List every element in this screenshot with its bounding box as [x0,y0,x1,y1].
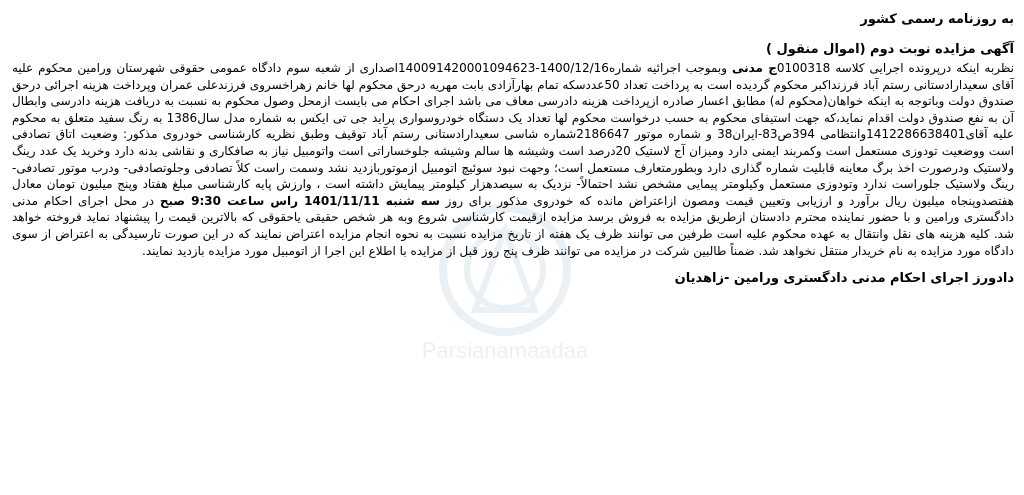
auction-date-bold: سه شنبه 1401/11/11 راس ساعت 9:30 صبح [159,193,440,208]
newspaper-line: به روزنامه رسمی کشور [860,12,1014,27]
svg-text:Parsianamaadaa: Parsianamaadaa [421,338,589,363]
body-part-3: در محل اجرای احکام مدنی دادگستری ورامین و با حضور نماینده محترم دادستان ازطریق مزایده به فروش برسد مزایده ازقیمت کارشناسی شروع وبه هر شخص حقیقی یاحقوقی که بالاترین قیمت را پیشنهاد نماید فروخته خواهد شد. کلیه هزینه های نقل وانتقال به عهده محکوم علیه است طرفین می توانند ظرف یک هفته از تاریخ مزایده نسبت به نحوه انجام مزایده اعتراض نمایند که در این صورت تارسیدگی به اعتراض از سوی دادگاه مورد مزایده به نام خریدار منتقل نخواهد شد. ضمناً طالبین شرکت در مزایده می توانند ظرف پنج روز قبل از مزایده با اطلاع این اجرا از اتومبیل مورد مزایده بازدید نمایند. [12,193,1014,258]
notice-body [12,60,1014,259]
ad-subtitle: (اموال منقول ) [766,42,866,57]
ad-title-line [12,40,1014,60]
case-type-bold: ج مدنی [731,61,777,75]
body-part-1: نظربه اینکه درپرونده اجرایی کلاسه 0100318 [776,61,1014,75]
ad-title: آگهی مزایده نوبت دوم [870,42,1014,57]
body-part-2: وبموجب اجرائیه شماره1400/12/16-140091420001094623اصداری از شعبه سوم دادگاه عمومی حقوقی شهرستان ورامین محکوم علیه آقای سعیدارادستانی رستم آباد فرزنداکبر محکوم گردیده است به پرداخت تعداد 50عددسکه تمام بهارآزادی بابت مهریه درحق محکوم لها خانم زهراخسروی فرزندعلی عمران وپرداخت هزینه اجرائی درحق صندوق دولت وباتوجه به اینکه خواهان(محکوم له) مطابق اعسار صادره ازپرداخت هزینه دادرسی معاف می باشد اجرای احکام می بایست ازمحل وصول محکوم به نسبت به دریافت هزینه دادرسی وابطال آن به نفع صندوق دولت اقدام نماید،که جهت استیفای محکوم به حسب درخواست محکوم لها تعداد یک دستگاه خودروسواری پراید جی تی ایکس به شماره مدل سال1386 به رنگ سفید متعلق به محکوم علیه آقای1412286638401وانتظامی 394ص83-ایران38 و شماره موتور 2186647شماره شاسی سعیدارادستانی رستم آباد توقیف وطبق نظریه کارشناسی خودروی مذکور: وضعیت اتاق تصادفی است ووضعیت تودوزی مستعمل است وکمربند ایمنی دارد ومیزان آج لاستیک 20درصد است وشیشه ها سالم وشیشه جلوخساراتی است واتومبیل نیاز به صافکاری و نقاشی بدنه دارد وخرید یک عدد رینگ ولاستیک ودرصورت اخذ برگ معاینه قابلیت شماره گذاری دارد وبطورمتعارف مستعمل است؛ وجهت نبود سوئیچ اتومبیل ازموتوربازدید نشد وسمت راست کلاً تصادفی وجلوتصادفی- ودرب موتور تصادفی- رینگ ولاستیک جلوراست ندارد وتودوزی مستعمل وکیلومتر پیمایی مشخص نشد احتمالاً- نزدیک به سیصدهزار کیلومتر پیمایش داشته است ، وارزش پایه کارشناسی مبلغ هفتاد وپنج میلیون تومان معادل هفتصدوپنجاه میلیون ریال برآورد و ارزیابی وتعیین قیمت ومصون ازاعتراض مانده که خودروی مذکور برای روز [12,61,1014,208]
signature-line: دادورز اجرای احکام مدنی دادگستری ورامین -زاهدیان [674,271,1014,287]
